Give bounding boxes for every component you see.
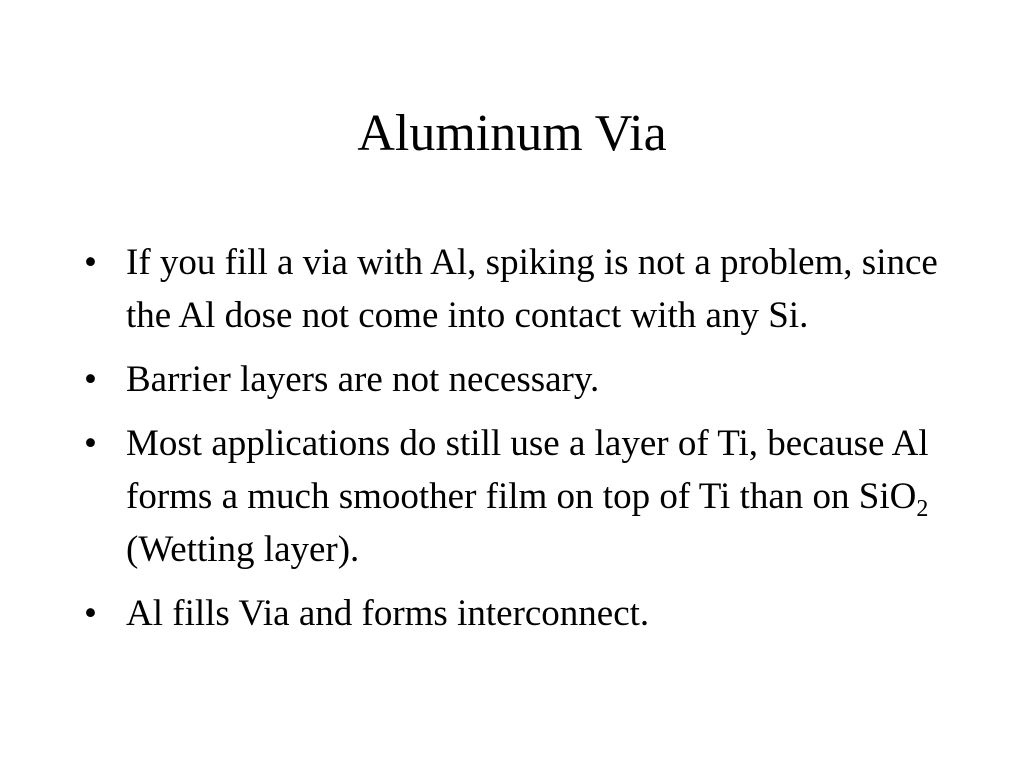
bullet-item	[84, 236, 944, 342]
bullet-text: If you fill a via with Al, spiking is not a problem, since the Al dose not come into contact with any Si.	[126, 242, 938, 336]
bullet-text	[126, 423, 929, 570]
bullet-icon: •	[84, 359, 97, 400]
bullet-icon: •	[84, 423, 97, 464]
bullet-item	[84, 353, 944, 406]
bullet-text: Al fills Via and forms interconnect.	[126, 593, 650, 634]
bullet-icon: •	[84, 242, 97, 283]
bullet-list	[84, 236, 944, 651]
slide-title: Aluminum Via	[357, 105, 667, 162]
bullet-text: Barrier layers are not necessary.	[126, 359, 600, 400]
bullet-item	[84, 417, 944, 576]
bullet-item	[84, 587, 944, 640]
subscript-text: 2	[916, 496, 929, 522]
bullet-icon: •	[84, 593, 97, 634]
bullet-text-after: (Wetting layer).	[126, 529, 360, 570]
bullet-text-before: Most applications do still use a layer of Ti, because Al forms a much smoother film on top of Ti than on SiO	[126, 423, 929, 517]
